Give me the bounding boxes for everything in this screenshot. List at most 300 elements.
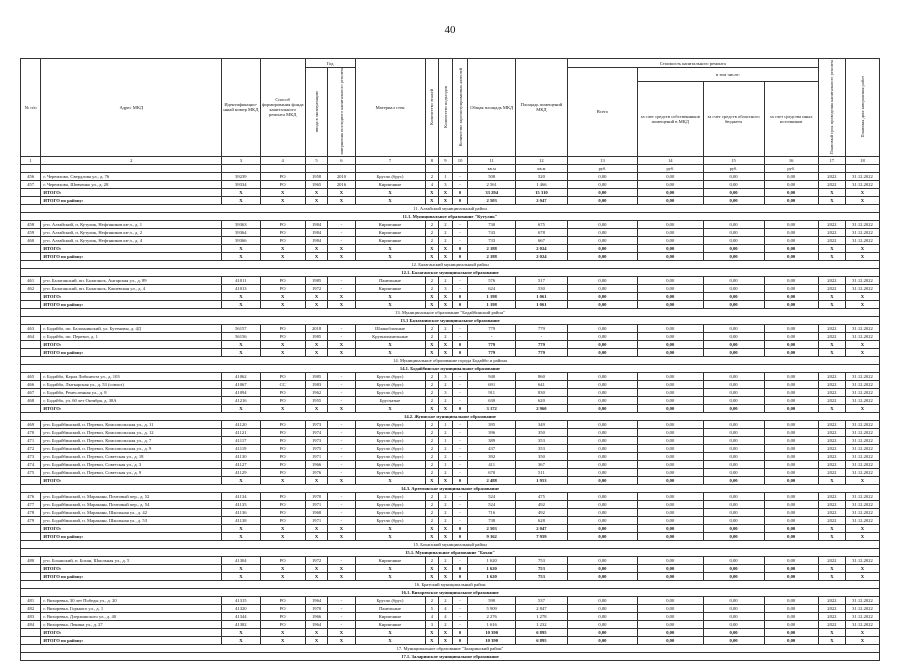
table-row <box>21 332 880 340</box>
total-row-cell: X <box>260 244 305 252</box>
table-row-cell: Крупнопанельные <box>355 332 425 340</box>
table-row-cell: 31.12.2022 <box>845 612 879 620</box>
table-row-cell: РО <box>260 452 305 460</box>
table-row <box>21 428 880 436</box>
table-row-cell: 56157 <box>222 324 260 332</box>
table-row-cell: Брусчо (брус) <box>355 428 425 436</box>
total-row-cell: X <box>305 196 328 204</box>
header-floors: Количество этажей <box>425 59 439 157</box>
units-row-cell <box>222 164 260 172</box>
section-heading-row <box>21 356 880 364</box>
section-heading-row <box>21 308 880 316</box>
table-row-cell: 39239 <box>222 172 260 180</box>
table-row-cell: РО <box>260 460 305 468</box>
table-row-cell: 1 278 <box>515 612 567 620</box>
total-row-cell: 7 959 <box>515 532 567 540</box>
table-row-cell: 41127 <box>222 460 260 468</box>
table-row-cell: р-п. Бодайбинский, п. Мараканн, Почтовый пер., д. 52 <box>41 492 222 500</box>
total-row-cell: X <box>845 404 879 412</box>
table-row-cell: 0,00 <box>703 284 764 292</box>
table-row-cell: РО <box>260 180 305 188</box>
table-row-cell: 2022 <box>818 388 845 396</box>
table-row-cell: 2016 <box>328 180 355 188</box>
table-row-cell: 576 <box>468 276 515 284</box>
table-row-cell: 0,00 <box>637 372 703 380</box>
total-row-cell: 0,00 <box>764 636 818 644</box>
table-row-cell: 0,00 <box>637 596 703 604</box>
total-row-cell: X <box>818 628 845 636</box>
total-row-cell: 0 <box>452 252 468 260</box>
table-row-cell: 467 <box>21 388 41 396</box>
table-row-cell: - <box>452 604 468 612</box>
header-other: за счет средства иных источников <box>764 81 818 156</box>
total-row-cell: X <box>305 524 328 532</box>
subsection-heading: 14.2. Жуинское муниципальное образование <box>21 412 880 420</box>
total-row-cell: X <box>355 476 425 484</box>
table-row-cell: 2 <box>439 620 453 628</box>
table-row-cell: 0,00 <box>567 380 637 388</box>
table-row-cell: - <box>452 332 468 340</box>
total-row-cell: X <box>328 524 355 532</box>
table-row-cell: - <box>328 284 355 292</box>
total-row-cell: X <box>439 244 453 252</box>
table-row-cell: 31.12.2022 <box>845 180 879 188</box>
total-row-cell: X <box>425 340 439 348</box>
table-row-cell: 2022 <box>818 516 845 524</box>
column-numbers-row-cell: 1 <box>21 156 41 164</box>
table-row-cell: 2 847 <box>515 604 567 612</box>
table-row-cell: Кирпичные <box>355 236 425 244</box>
table-row-cell: 1984 <box>305 236 328 244</box>
table-row-cell: 0,00 <box>567 612 637 620</box>
total-row-cell <box>21 524 41 532</box>
column-numbers-row-cell: 8 <box>425 156 439 164</box>
table-row-cell: 2 <box>425 172 439 180</box>
total-row-cell: 0,00 <box>703 300 764 308</box>
table-row-cell: 3 <box>425 620 439 628</box>
total-row-cell: 0,00 <box>637 292 703 300</box>
table-row-cell: 0,00 <box>637 172 703 180</box>
table-row-cell: 31.12.2022 <box>845 324 879 332</box>
table-row-cell: 779 <box>468 324 515 332</box>
subsection-heading: 13.1 Балахнинское муниципальное образование <box>21 316 880 324</box>
total-row-cell: X <box>425 292 439 300</box>
total-row-cell <box>21 244 41 252</box>
total-row-cell: 0 <box>452 572 468 580</box>
table-row-cell: 41121 <box>222 428 260 436</box>
total-row-cell: X <box>818 348 845 356</box>
table-row-cell: - <box>452 596 468 604</box>
total-row-cell: X <box>845 292 879 300</box>
total-row-cell: 33 294 <box>468 188 515 196</box>
total-row-cell: 0,00 <box>764 292 818 300</box>
table-row-cell: - <box>328 604 355 612</box>
table-row-cell: 1971 <box>305 452 328 460</box>
total-row-cell: 0,00 <box>764 348 818 356</box>
total-row-cell <box>21 572 41 580</box>
total-row <box>21 300 880 308</box>
table-row <box>21 452 880 460</box>
table-row-cell: 3 <box>439 388 453 396</box>
table-row-cell: 476 <box>21 492 41 500</box>
total-row-cell <box>21 188 41 196</box>
total-row-cell: X <box>355 244 425 252</box>
table-row-cell: 41013 <box>222 284 260 292</box>
table-row-cell: р-п. Балаганский, пп. Балаганск, Ангарская ул., д. 89 <box>41 276 222 284</box>
table-row <box>21 220 880 228</box>
table-row-cell: 2022 <box>818 444 845 452</box>
total-row-cell: X <box>260 300 305 308</box>
total-row-cell: X <box>222 564 260 572</box>
total-row-cell: X <box>355 252 425 260</box>
table-row-cell: 41344 <box>222 612 260 620</box>
table-row-cell: 1962 <box>305 388 328 396</box>
table-row <box>21 396 880 404</box>
table-row-cell: 41304 <box>222 556 260 564</box>
table-row-cell: 470 <box>21 428 41 436</box>
table-row-cell: 0,00 <box>703 420 764 428</box>
table-row-cell: 462 <box>21 284 41 292</box>
table-row-cell: 39334 <box>222 180 260 188</box>
table-row-cell: 0,00 <box>764 172 818 180</box>
table-row-cell: - <box>328 396 355 404</box>
table-row-cell: р-п. Бодайбинский, п. Мараканн, Почтовый пер., д. 54 <box>41 500 222 508</box>
table-row-cell: 31.12.2022 <box>845 556 879 564</box>
units-row-cell <box>355 164 425 172</box>
header-planned-end: Плановая дата завершения работ <box>845 59 879 157</box>
table-row-cell: 517 <box>515 276 567 284</box>
table-row-cell: 492 <box>515 508 567 516</box>
table-row-cell: р-п. Бодайбинский, п. Мараканн, Школьная ул., д. 53 <box>41 516 222 524</box>
table-row-cell: 630 <box>468 396 515 404</box>
total-row-cell: X <box>355 300 425 308</box>
total-row-cell: 3 172 <box>468 404 515 412</box>
total-row-cell: 0 <box>452 636 468 644</box>
total-row-cell: X <box>355 564 425 572</box>
total-row-cell: X <box>818 524 845 532</box>
table-row-cell: р-п. Алзайский, п. Кутулик, Нефтяников кв-л., д. 2 <box>41 228 222 236</box>
table-row-cell: РО <box>260 436 305 444</box>
total-row-cell: X <box>260 196 305 204</box>
total-row-cell: X <box>222 532 260 540</box>
total-row-cell: X <box>305 628 328 636</box>
total-row-cell: X <box>328 348 355 356</box>
table-row-cell: 437 <box>468 444 515 452</box>
header-premises-area: Площадь помещений МКД <box>515 59 567 157</box>
total-row-cell: 0,00 <box>637 572 703 580</box>
table-row-cell: 524 <box>468 500 515 508</box>
table-row-cell: 2 <box>425 228 439 236</box>
total-row-cell: 0,00 <box>764 564 818 572</box>
table-row-cell: 0,00 <box>764 468 818 476</box>
table-row-cell: 474 <box>21 460 41 468</box>
table-row-cell: Кирпичные <box>355 220 425 228</box>
total-row-cell: 0,00 <box>703 532 764 540</box>
total-row <box>21 476 880 484</box>
table-row-cell: 2010 <box>328 172 355 180</box>
total-row-cell: 0,00 <box>703 476 764 484</box>
table-row-cell: 2 <box>439 332 453 340</box>
table-row-cell: 2022 <box>818 492 845 500</box>
capital-repair-table <box>20 58 880 661</box>
total-row-cell: X <box>222 340 260 348</box>
table-row-cell: Кирпичные <box>355 284 425 292</box>
table-row-cell: 0,00 <box>703 172 764 180</box>
table-row-cell: Брусчо (брус) <box>355 596 425 604</box>
table-row-cell: 31.12.2022 <box>845 388 879 396</box>
total-row-cell: X <box>305 340 328 348</box>
section-heading: 11. Алзайский муниципальный район <box>21 204 880 212</box>
table-row-cell: 0,00 <box>637 556 703 564</box>
table-row-cell: р-п. Боханский, п. Бохан, Школьная ул., д. 5 <box>41 556 222 564</box>
table-row-cell: 2022 <box>818 324 845 332</box>
table-row <box>21 620 880 628</box>
total-row-cell: 2 960 <box>515 404 567 412</box>
table-row-cell: - <box>452 228 468 236</box>
total-row-cell: X <box>355 628 425 636</box>
units-row-cell: кв.м <box>515 164 567 172</box>
table-row-cell: 1 232 <box>515 620 567 628</box>
total-row-cell: X <box>355 532 425 540</box>
section-heading-row <box>21 580 880 588</box>
total-row-cell: X <box>328 572 355 580</box>
table-row-cell: 0,00 <box>764 332 818 340</box>
total-row-cell: X <box>355 292 425 300</box>
total-row-cell: X <box>328 292 355 300</box>
total-row-cell: X <box>355 188 425 196</box>
subsection-heading-row <box>21 652 880 660</box>
total-row-cell: X <box>425 244 439 252</box>
subsection-heading: 11.1. Муниципальное образование "Кутулик" <box>21 212 880 220</box>
table-row-cell: 41136 <box>222 508 260 516</box>
table-row-cell: 349 <box>515 420 567 428</box>
table-row-cell: 31.12.2022 <box>845 220 879 228</box>
total-row <box>21 532 880 540</box>
table-row-cell: 41315 <box>222 596 260 604</box>
table-row-cell: - <box>328 468 355 476</box>
table-row-cell: 484 <box>21 620 41 628</box>
total-row-cell: X <box>818 252 845 260</box>
total-row-cell: X <box>222 404 260 412</box>
table-row-cell: 2 <box>439 596 453 604</box>
total-row-cell: X <box>305 300 328 308</box>
header-planned-start: Плановый срок проведения капитального ремонта <box>818 59 845 157</box>
table-row-cell: - <box>328 324 355 332</box>
table-row-cell: 0,00 <box>567 180 637 188</box>
table-row-cell: РО <box>260 284 305 292</box>
total-row-cell: X <box>305 636 328 644</box>
table-row-cell: 1971 <box>305 500 328 508</box>
table-row-cell: 31.12.2022 <box>845 284 879 292</box>
table-row-cell: 2 <box>425 284 439 292</box>
total-row-cell: X <box>260 348 305 356</box>
table-row-cell: 2 <box>439 556 453 564</box>
column-numbers-row-cell: 18 <box>845 156 879 164</box>
table-row-cell: 41216 <box>222 396 260 404</box>
total-row-cell <box>21 636 41 644</box>
table-row-cell: г. Бодайбо, Ремесленная ул., д. 8 <box>41 388 222 396</box>
section-heading: 12. Балаганский муниципальный район <box>21 260 880 268</box>
total-row-cell: X <box>222 300 260 308</box>
section-heading-row <box>21 260 880 268</box>
table-row-cell: 2 <box>425 596 439 604</box>
table-row-cell: 31.12.2022 <box>845 436 879 444</box>
total-row-cell: X <box>355 196 425 204</box>
total-row-cell: X <box>845 300 879 308</box>
total-row-cell: 0,00 <box>637 340 703 348</box>
subsection-heading: 14.1. Бодайбинское муниципальное образование <box>21 364 880 372</box>
column-numbers-row-cell: 16 <box>764 156 818 164</box>
table-row-cell: г. Бодайбо, Карла Либкнехта ул., д. 103 <box>41 372 222 380</box>
table-row-cell: 0,00 <box>703 460 764 468</box>
table-row-cell: Кирпичные <box>355 180 425 188</box>
total-row-cell: ИТОГО по району: <box>41 300 222 308</box>
units-row-cell <box>41 164 222 172</box>
total-row-cell: 0 <box>452 532 468 540</box>
table-row-cell: РО <box>260 500 305 508</box>
table-row-cell: - <box>328 436 355 444</box>
table-row-cell: 0,00 <box>637 180 703 188</box>
total-row-cell: 0,00 <box>637 524 703 532</box>
units-row-cell <box>21 164 41 172</box>
document-sheet <box>20 58 880 661</box>
table-row-cell: 477 <box>21 500 41 508</box>
subsection-heading-row <box>21 484 880 492</box>
table-row-cell: 479 <box>21 516 41 524</box>
total-row-cell: X <box>328 340 355 348</box>
total-row-cell: X <box>355 340 425 348</box>
table-row <box>21 444 880 452</box>
table-row-cell: - <box>452 396 468 404</box>
table-row-cell: - <box>468 332 515 340</box>
page-number: 40 <box>444 24 456 36</box>
table-row-cell: р-п. Балаганский, пп. Балаганск, Кашевская ул., д. 4 <box>41 284 222 292</box>
total-row-cell: X <box>425 564 439 572</box>
subsection-heading-row <box>21 316 880 324</box>
column-numbers-row-cell: 5 <box>305 156 328 164</box>
section-heading: 16. Братский муниципальный район <box>21 580 880 588</box>
table-row-cell: 2 <box>425 220 439 228</box>
table-row-cell: 472 <box>21 444 41 452</box>
total-row-cell: 0,00 <box>703 524 764 532</box>
table-row-cell: 0,00 <box>637 452 703 460</box>
table-row-cell: 41062 <box>222 372 260 380</box>
table-row-cell: 0,00 <box>764 372 818 380</box>
total-row-cell: X <box>439 572 453 580</box>
total-row <box>21 572 880 580</box>
table-row-cell: 1964 <box>305 620 328 628</box>
total-row-cell: X <box>439 532 453 540</box>
table-row-cell: 1972 <box>305 556 328 564</box>
table-row-cell: 2018 <box>305 324 328 332</box>
table-row-cell: РО <box>260 276 305 284</box>
table-row-cell: 31.12.2022 <box>845 508 879 516</box>
table-row-cell: 0,00 <box>764 396 818 404</box>
table-row-cell: г. Бодайбо, Лыткарская ул., д. 53 (совхоз) <box>41 380 222 388</box>
table-row-cell: г. Черемхово, Свердлова ул., д. 76 <box>41 172 222 180</box>
table-row <box>21 460 880 468</box>
table-row-cell: 31.12.2022 <box>845 228 879 236</box>
table-row-cell: РО <box>260 620 305 628</box>
table-row-cell: Кирпичные <box>355 228 425 236</box>
table-row-cell: 0,00 <box>567 220 637 228</box>
table-row-cell: 508 <box>468 172 515 180</box>
table-row-cell: 41119 <box>222 444 260 452</box>
total-row <box>21 292 880 300</box>
subsection-heading-row <box>21 364 880 372</box>
table-row-cell: 3 <box>439 180 453 188</box>
header-id: Идентификацио-нный номер МКД <box>222 59 260 157</box>
total-row-cell: X <box>328 404 355 412</box>
total-row-cell: X <box>425 524 439 532</box>
total-row-cell: ИТОГО по району: <box>41 196 222 204</box>
total-row-cell: 2 047 <box>515 524 567 532</box>
table-row-cell: 41134 <box>222 492 260 500</box>
total-row-cell: X <box>260 532 305 540</box>
total-row-cell <box>21 340 41 348</box>
table-row-cell: 2 561 <box>468 180 515 188</box>
table-row-cell: 0,00 <box>567 396 637 404</box>
total-row-cell: 0,00 <box>764 476 818 484</box>
table-row-cell: 31.12.2022 <box>845 596 879 604</box>
table-row-cell: 396 <box>468 428 515 436</box>
total-row-cell: 1 061 <box>515 292 567 300</box>
table-row-cell: - <box>328 332 355 340</box>
total-row-cell: X <box>439 476 453 484</box>
table-row-cell: 2 <box>425 460 439 468</box>
table-row-cell: 0,00 <box>567 468 637 476</box>
table-row-cell: РО <box>260 612 305 620</box>
total-row-cell: X <box>425 348 439 356</box>
table-row-cell: 0,00 <box>637 468 703 476</box>
table-row-cell: 39364 <box>222 228 260 236</box>
total-row-cell: ИТОГО по району: <box>41 636 222 644</box>
table-row-cell: 41382 <box>222 620 260 628</box>
table-row-cell: 353 <box>515 444 567 452</box>
total-row-cell: X <box>439 300 453 308</box>
total-row-cell: X <box>328 196 355 204</box>
total-row-cell: 10 390 <box>468 636 515 644</box>
table-row-cell: 0,00 <box>567 492 637 500</box>
table-row-cell: 0,00 <box>703 452 764 460</box>
total-row-cell: ИТОГО: <box>41 292 222 300</box>
table-row-cell: - <box>452 276 468 284</box>
table-row-cell: Панельные <box>355 604 425 612</box>
header-wall-material: Материал стен <box>355 59 425 157</box>
table-row-cell: 2 <box>425 420 439 428</box>
table-row-cell: 0,00 <box>703 396 764 404</box>
table-row-cell: 1 <box>439 436 453 444</box>
table-row-cell: 481 <box>21 596 41 604</box>
table-row-cell: 0,00 <box>637 436 703 444</box>
table-row-cell: 31.12.2022 <box>845 236 879 244</box>
total-row-cell: 779 <box>468 340 515 348</box>
total-row-cell: 0,00 <box>637 188 703 196</box>
total-row-cell: X <box>845 532 879 540</box>
table-row-cell: 4 <box>439 604 453 612</box>
total-row-cell: 0,00 <box>567 636 637 644</box>
table-row-cell: 2 <box>425 388 439 396</box>
table-row-cell: 0,00 <box>637 388 703 396</box>
table-row-cell: 1 <box>439 420 453 428</box>
total-row-cell: X <box>425 628 439 636</box>
table-row-cell: 2022 <box>818 220 845 228</box>
table-row-cell: р-п. Бодайбинский, п. Перевоз, Комсомольская ул., д. 11 <box>41 420 222 428</box>
total-row-cell: 10 390 <box>468 628 515 636</box>
table-row-cell: 31.12.2022 <box>845 444 879 452</box>
table-row-cell: 41135 <box>222 500 260 508</box>
section-heading: 14. Муниципальное образование города Бодайбо и района <box>21 356 880 364</box>
